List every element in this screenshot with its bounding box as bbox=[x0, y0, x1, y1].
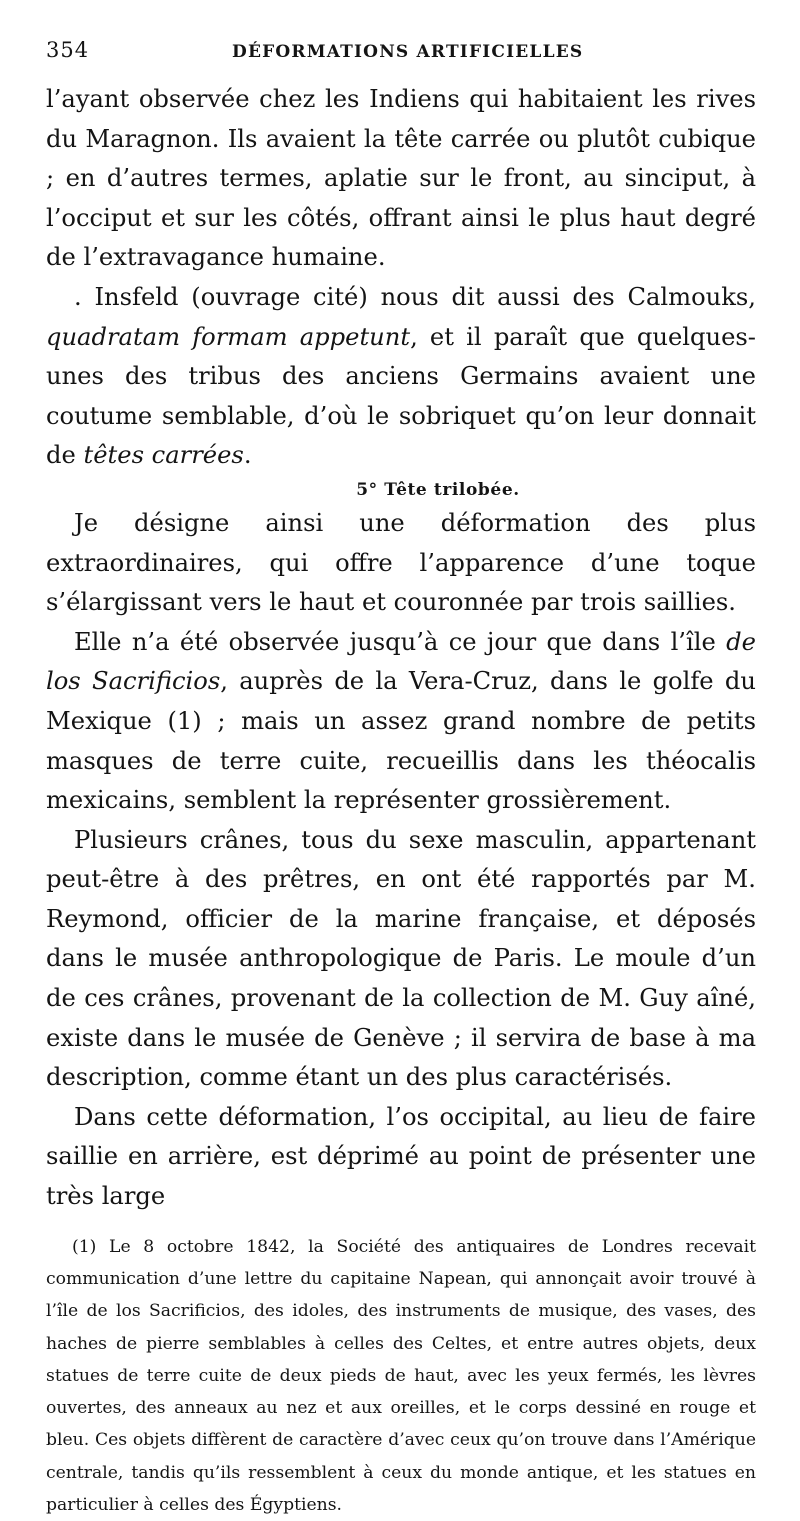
paragraph-2-text: . Insfeld (ouvrage cité) nous dit aussi des Calmouks, bbox=[74, 282, 756, 311]
paragraph-4-italic-place: de los Sacrificios bbox=[46, 627, 756, 696]
paragraph-2-text-end: . bbox=[243, 441, 252, 470]
page-number: 354 bbox=[46, 38, 90, 62]
paragraph-4 bbox=[46, 623, 756, 821]
footnote: (1) Le 8 octobre 1842, la Société des antiquaires de Londres recevait communication d’une lettre du capitaine Napean, qui annonçait avoir trouvé à l’île de los Sacrificios, des idoles, des instruments de musique, des vases, des haches de pierre semblables à celles des Celtes, et entre autres objets, deux statues de terre cuite de deux pieds de haut, avec les yeux fermés, les lèvres ouvertes, des anneaux au nez et aux oreilles, et le corps dessiné en rouge et bleu. Ces objets diffèrent de caractère d’avec ceux qu’on trouve dans l’Amérique centrale, tandis qu’ils ressemblent à ceux du monde antique, et les statues en particulier à celles des Égyptiens. bbox=[46, 1236, 756, 1515]
running-head bbox=[46, 38, 756, 74]
paragraph-2-latin-phrase: quadratam formam appetunt bbox=[46, 322, 411, 351]
section-heading: 5° Tête trilobée. bbox=[356, 479, 520, 500]
paragraph-6: Dans cette déformation, l’os occipital, au lieu de faire saillie en arrière, est déprimé au point de présenter une très large bbox=[46, 1102, 756, 1211]
paragraph-2-text-cont: , et il paraît que quelques-unes des tribus des anciens Germains avaient une coutume semblable, d’où le sobriquet qu’on leur donnait de bbox=[46, 322, 756, 470]
paragraph-2 bbox=[46, 278, 756, 476]
paragraph-1: l’ayant observée chez les Indiens qui habitaient les rives du Maragnon. Ils avaient la tête carrée ou plutôt cubique ; en d’autres termes, aplatie sur le front, au sinciput, à l’occiput et sur les côtés, offrant ainsi le plus haut degré de l’extravagance humaine. bbox=[46, 85, 756, 272]
paragraph-4-text-cont: , auprès de la Vera-Cruz, dans le golfe du Mexique (1) ; mais un assez grand nombre de petits masques de terre cuite, recueillis dans les théocalis mexicains, semblent la représenter grossièrement. bbox=[46, 667, 756, 815]
paragraph-5: Plusieurs crânes, tous du sexe masculin, appartenant peut-être à des prêtres, en ont été rapportés par M. Reymond, officier de la marine française, et déposés dans le musée anthropologique de Paris. Le moule d’un de ces crânes, provenant de la collection de M. Guy aîné, existe dans le musée de Genève ; il servira de base à ma description, comme étant un des plus caractérisés. bbox=[46, 825, 756, 1092]
paragraph-4-text: Elle n’a été observée jusqu’à ce jour que dans l’île bbox=[74, 627, 716, 656]
body-text bbox=[46, 80, 756, 1217]
paragraph-2-italic-term: têtes carrées bbox=[83, 441, 244, 470]
paragraph-3: Je désigne ainsi une déformation des plus extraordinaires, qui offre l’apparence d’une toque s’élargissant vers le haut et couronnée par trois saillies. bbox=[46, 508, 756, 617]
running-title: DÉFORMATIONS ARTIFICIELLES bbox=[232, 42, 584, 62]
